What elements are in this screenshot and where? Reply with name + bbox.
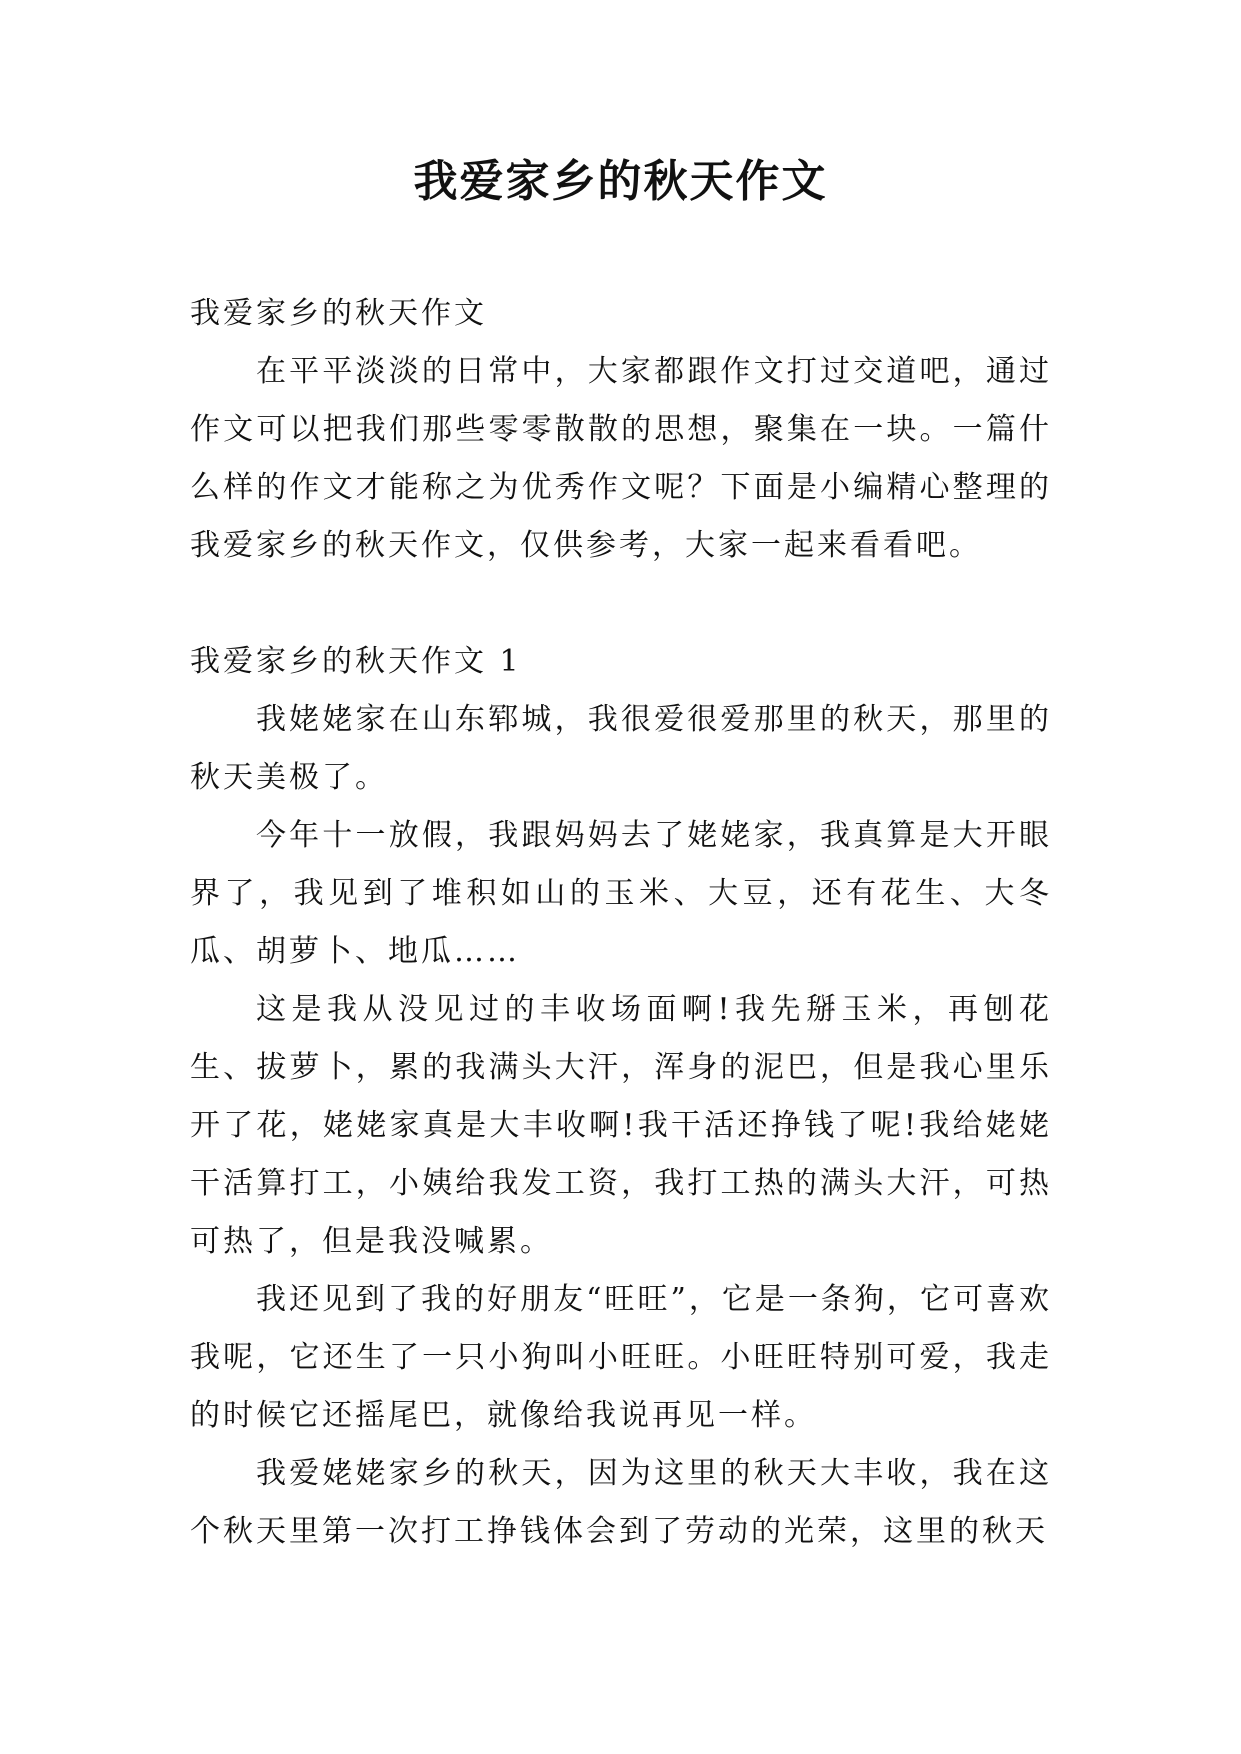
essay-1-paragraph-3: 这是我从没见过的丰收场面啊!我先掰玉米，再刨花生、拔萝卜，累的我满头大汗，浑身的泥巴，但是我心里乐开了花，姥姥家真是大丰收啊!我干活还挣钱了呢!我给姥姥干活算打工，小姨给我发工资，我打工热的满头大汗，可热可热了，但是我没喊累。 (190, 992, 1052, 1259)
essay-1-paragraph-5: 我爱姥姥家乡的秋天，因为这里的秋天大丰收，我在这个秋天里第一次打工挣钱体会到了劳动的光荣，这里的秋天 (190, 1456, 1052, 1549)
essay-1-paragraph-2: 今年十一放假，我跟妈妈去了姥姥家，我真算是大开眼界了，我见到了堆积如山的玉米、大豆，还有花生、大冬瓜、胡萝卜、地瓜…… (190, 818, 1052, 969)
document-title: 我爱家乡的秋天作文 (413, 156, 828, 207)
document-body (190, 285, 1052, 1561)
intro-heading: 我爱家乡的秋天作文 (190, 296, 487, 331)
essay-1-paragraph-1: 我姥姥家在山东郓城，我很爱很爱那里的秋天，那里的秋天美极了。 (190, 702, 1052, 795)
section-spacer (190, 575, 1052, 633)
intro-paragraph: 在平平淡淡的日常中，大家都跟作文打过交道吧，通过作文可以把我们那些零零散散的思想，聚集在一块。一篇什么样的作文才能称之为优秀作文呢？下面是小编精心整理的我爱家乡的秋天作文，仅供参考，大家一起来看看吧。 (190, 354, 1052, 563)
essay-1-heading: 我爱家乡的秋天作文 1 (190, 644, 522, 679)
essay-1-paragraph-4: 我还见到了我的好朋友“旺旺”，它是一条狗，它可喜欢我呢，它还生了一只小狗叫小旺旺。小旺旺特别可爱，我走的时候它还摇尾巴，就像给我说再见一样。 (190, 1282, 1052, 1433)
